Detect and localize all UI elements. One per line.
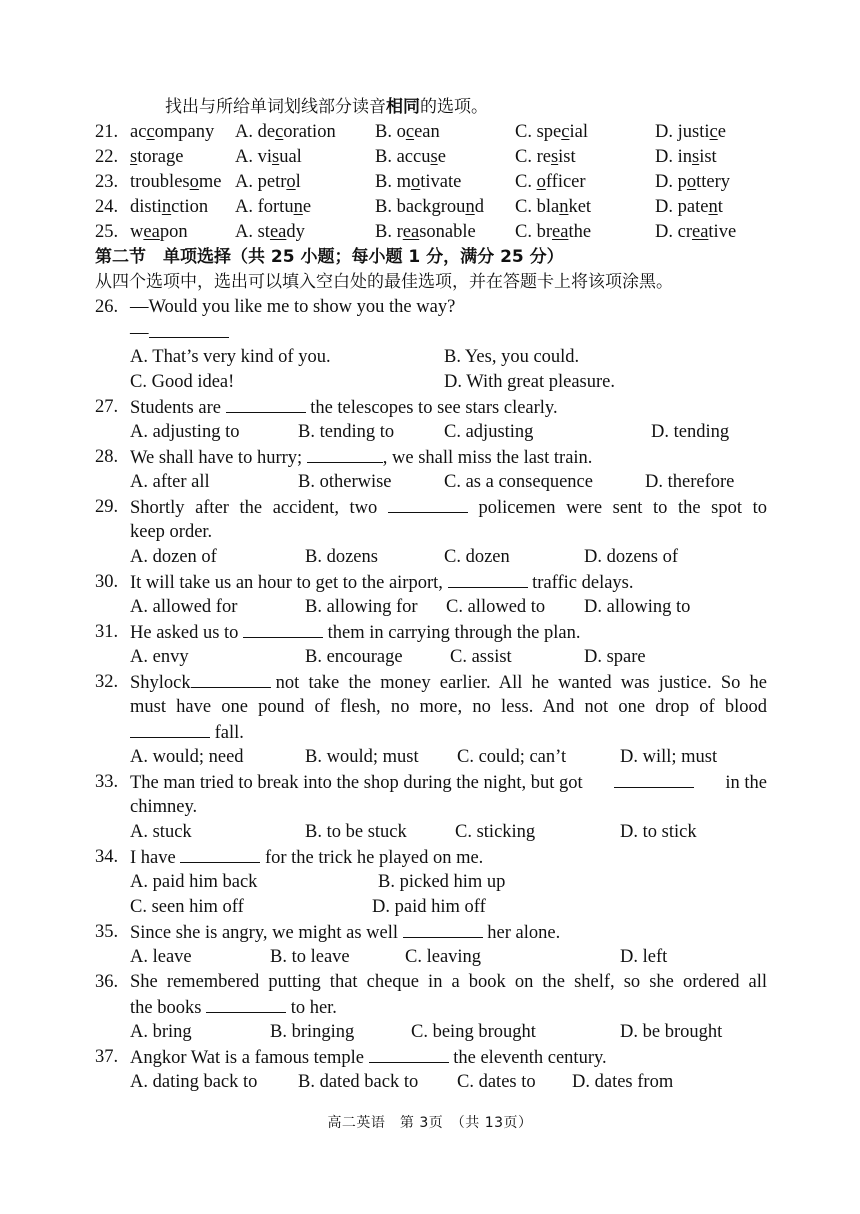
question-30	[0, 570, 860, 595]
word-segment: D. cr	[655, 222, 692, 242]
word: sent	[612, 498, 643, 518]
option-c: C. dozen	[444, 547, 510, 567]
option-b: B. otherwise	[298, 472, 392, 492]
word-segment: torage	[137, 147, 184, 167]
option-d: D. paid him off	[372, 897, 486, 917]
underlined-segment: n	[293, 197, 303, 217]
option-c: C. leaving	[405, 947, 482, 967]
word: two	[349, 498, 378, 518]
word: spot	[711, 498, 743, 518]
word-segment: A. petr	[235, 172, 287, 192]
target-word	[130, 120, 214, 145]
question-32	[0, 670, 860, 695]
option-b: B. to be stuck	[305, 822, 407, 842]
underlined-segment: ea	[552, 222, 569, 242]
question-text: We shall have to hurry;	[130, 448, 303, 468]
option-a: A. envy	[130, 647, 189, 667]
question-text: He asked us to	[130, 623, 239, 643]
word-segment: C. re	[515, 147, 551, 167]
question-text: the books	[130, 998, 202, 1018]
underlined-segment: c	[275, 122, 284, 142]
word-segment: ction	[171, 197, 209, 217]
underlined-segment: c	[709, 122, 718, 142]
underlined-segment: n	[708, 197, 718, 217]
q30-options	[0, 595, 860, 620]
option-c: C. could; can’t	[457, 747, 567, 767]
word-segment: D. p	[655, 172, 687, 192]
answer-blank	[180, 845, 260, 863]
underlined-segment: o	[189, 172, 199, 192]
question-text-end: her alone.	[487, 923, 561, 943]
section-instruction-text: 从四个选项中，选出可以填入空白处的最佳选项，并在答题卡上将该项涂黑。	[95, 272, 673, 292]
question-number: 36.	[95, 972, 119, 992]
option-d: D. spare	[584, 647, 646, 667]
option-b	[375, 120, 440, 145]
word-segment: C. spe	[515, 122, 562, 142]
section-instruction	[0, 270, 860, 295]
question-number: 28.	[95, 447, 119, 467]
question-31	[0, 620, 860, 645]
question-text-end: traffic delays.	[532, 573, 634, 593]
option-a: A. leave	[130, 947, 192, 967]
answer-blank	[307, 445, 383, 463]
answer-blank	[388, 495, 468, 513]
option-c: C. being brought	[411, 1022, 536, 1042]
question-text-end: , we shall miss the last train.	[382, 448, 593, 468]
option-b: B. dozens	[305, 547, 378, 567]
word-segment: A. st	[235, 222, 270, 242]
underlined-segment: s	[430, 147, 438, 167]
word-segment: C. br	[515, 222, 552, 242]
option-b: B. would; must	[305, 747, 419, 767]
word-segment: dy	[286, 222, 305, 242]
option-b: B. encourage	[305, 647, 403, 667]
word-segment: B. m	[375, 172, 411, 192]
option-b: B. picked him up	[378, 872, 506, 892]
option-c: C. as a consequence	[444, 472, 593, 492]
question-text-end: for the trick he played on me.	[264, 848, 484, 868]
word-segment: ket	[568, 197, 592, 217]
word-segment: w	[130, 222, 144, 242]
underlined-segment: ea	[402, 222, 420, 242]
q34-options-2	[0, 895, 860, 920]
answer-blank	[149, 320, 229, 338]
option-b: B. bringing	[270, 1022, 355, 1042]
option-c: C. allowed to	[446, 597, 546, 617]
option-a: A. allowed for	[130, 597, 238, 617]
word-segment: ial	[569, 122, 588, 142]
word-segment: sonable	[419, 222, 476, 242]
q31-options	[0, 645, 860, 670]
word: Shortly	[130, 498, 185, 518]
word-segment: D. in	[655, 147, 692, 167]
underlined-segment: s	[692, 147, 700, 167]
word-segment: D. justi	[655, 122, 710, 142]
answer-blank	[191, 670, 271, 688]
question-32-line2	[0, 695, 860, 720]
underlined-segment: n	[161, 197, 172, 217]
question-text: Students are	[130, 398, 221, 418]
word-segment: A. de	[235, 122, 276, 142]
question-text: It will take us an hour to get to the airport,	[130, 573, 443, 593]
question-number: 21.	[95, 122, 119, 142]
option-a	[235, 220, 305, 245]
word-segment: ean	[414, 122, 440, 142]
option-b: B. dated back to	[298, 1072, 419, 1092]
question-number: 30.	[95, 572, 119, 592]
underlined-segment: s	[130, 147, 138, 167]
section-title-text: 第二节 单项选择（共 25 小题；每小题 1 分，满分 25 分）	[95, 247, 564, 267]
underlined-segment: n	[465, 197, 475, 217]
option-c	[515, 120, 588, 145]
question-text-end: in the	[725, 773, 767, 793]
option-b	[375, 220, 476, 245]
question-27	[0, 395, 860, 420]
question-text: Since she is angry, we might as well	[130, 923, 399, 943]
word-segment: B. accu	[375, 147, 431, 167]
question-text-end: the eleventh century.	[453, 1048, 607, 1068]
underlined-segment: s	[272, 147, 280, 167]
option-c: C. assist	[450, 647, 512, 667]
option-a: A. after all	[130, 472, 210, 492]
word-segment: oration	[283, 122, 336, 142]
option-d	[655, 220, 736, 245]
question-33-line2	[0, 795, 860, 820]
word: the	[239, 498, 263, 518]
answer-blank	[448, 570, 528, 588]
option-a: A. dozen of	[130, 547, 217, 567]
q29-options	[0, 545, 860, 570]
option-d: D. dates from	[572, 1072, 674, 1092]
question-number: 32.	[95, 672, 119, 692]
section-title	[0, 245, 860, 270]
word-segment: A. vi	[235, 147, 272, 167]
option-a	[235, 120, 336, 145]
option-a: A. bring	[130, 1022, 192, 1042]
word-segment: ist	[558, 147, 576, 167]
word: to	[653, 498, 668, 518]
instruction-bold: 相同	[386, 97, 420, 117]
word: the	[677, 498, 701, 518]
question-number: 26.	[95, 297, 119, 317]
q27-options	[0, 420, 860, 445]
option-d: D. With great pleasure.	[444, 372, 616, 392]
reply-dash: —	[130, 323, 149, 343]
word-segment: d	[474, 197, 484, 217]
question-26-reply	[0, 320, 860, 345]
option-b	[375, 170, 461, 195]
question-text: She remembered putting that cheque in a book on the shelf, so she ordered all	[130, 972, 767, 992]
word-segment: C. bla	[515, 197, 560, 217]
word-segment: troubles	[130, 172, 190, 192]
word-segment: D. pate	[655, 197, 709, 217]
underlined-segment: ea	[143, 222, 160, 242]
option-b	[375, 195, 484, 220]
q26-options-1	[0, 345, 860, 370]
question-37	[0, 1045, 860, 1070]
option-d: D. be brought	[620, 1022, 723, 1042]
option-a	[235, 145, 302, 170]
option-d	[655, 145, 717, 170]
question-26	[0, 295, 860, 320]
option-a	[235, 195, 311, 220]
question-text-end: the telescopes to see stars clearly.	[310, 398, 558, 418]
target-word	[130, 170, 221, 195]
option-c	[515, 220, 591, 245]
word-segment: l	[295, 172, 301, 192]
answer-blank	[614, 770, 694, 788]
word-segment: B. r	[375, 222, 403, 242]
option-a: A. would; need	[130, 747, 244, 767]
phonetics-row	[0, 170, 860, 195]
word-segment: tive	[708, 222, 737, 242]
question-text: I have	[130, 848, 176, 868]
question-number: 34.	[95, 847, 119, 867]
phonetics-instruction	[0, 95, 860, 120]
question-34	[0, 845, 860, 870]
instruction-text: 找出与所给单词划线部分读音	[165, 97, 386, 117]
option-c: C. sticking	[455, 822, 536, 842]
option-c	[515, 145, 576, 170]
underlined-segment: n	[559, 197, 569, 217]
word-segment: ompany	[154, 122, 215, 142]
target-word	[130, 220, 188, 245]
phonetics-row	[0, 145, 860, 170]
option-b: B. to leave	[270, 947, 350, 967]
option-a: A. stuck	[130, 822, 192, 842]
word: to	[752, 498, 767, 518]
answer-blank	[206, 995, 286, 1013]
underlined-segment: ea	[691, 222, 709, 242]
word-segment: A. fortu	[235, 197, 294, 217]
word-segment: e	[717, 122, 726, 142]
option-c: C. adjusting	[444, 422, 534, 442]
underlined-segment: s	[550, 147, 559, 167]
question-text: Shylock	[130, 673, 191, 693]
option-c	[515, 170, 586, 195]
option-c	[515, 195, 591, 220]
question-text: The man tried to break into the shop during the night, but got	[130, 773, 583, 793]
answer-blank	[130, 720, 210, 738]
word-segment: e	[302, 197, 312, 217]
underlined-segment: c	[146, 122, 155, 142]
question-29	[0, 495, 860, 520]
option-a: A. paid him back	[130, 872, 258, 892]
target-word	[130, 145, 183, 170]
word-segment: B. backgrou	[375, 197, 466, 217]
page-footer: 高二英语 第 3页 （共 13页）	[327, 1115, 533, 1131]
word-segment: ist	[699, 147, 717, 167]
phonetics-row	[0, 220, 860, 245]
question-text-end: them in carrying through the plan.	[327, 623, 581, 643]
question-number: 23.	[95, 172, 119, 192]
word-segment: ual	[279, 147, 302, 167]
word: policemen	[478, 498, 556, 518]
word: were	[566, 498, 603, 518]
word-segment: disti	[130, 197, 162, 217]
option-d	[655, 120, 726, 145]
option-d: D. will; must	[620, 747, 718, 767]
question-text-end: to her.	[290, 998, 337, 1018]
q28-options	[0, 470, 860, 495]
question-text: must have one pound of flesh, no more, no less. And not one drop of blood	[130, 697, 767, 717]
answer-blank	[243, 620, 323, 638]
question-number: 24.	[95, 197, 119, 217]
word-segment: C.	[515, 172, 537, 192]
underlined-segment: ea	[269, 222, 287, 242]
question-29-line2	[0, 520, 860, 545]
underlined-segment: o	[410, 172, 421, 192]
question-text: chimney.	[130, 797, 198, 817]
option-a: A. dating back to	[130, 1072, 258, 1092]
question-33	[0, 770, 860, 795]
underlined-segment: o	[686, 172, 697, 192]
word-segment: pon	[159, 222, 188, 242]
word-segment: B. o	[375, 122, 406, 142]
answer-blank	[369, 1045, 449, 1063]
underlined-segment: o	[536, 172, 546, 192]
question-number: 25.	[95, 222, 119, 242]
q32-options	[0, 745, 860, 770]
word-segment: tivate	[420, 172, 462, 192]
underlined-segment: c	[405, 122, 415, 142]
underlined-segment: o	[286, 172, 296, 192]
q26-options-2	[0, 370, 860, 395]
word-segment: me	[198, 172, 222, 192]
question-35	[0, 920, 860, 945]
option-d	[655, 170, 730, 195]
option-d: D. dozens of	[584, 547, 679, 567]
answer-blank	[403, 920, 483, 938]
word-segment: ac	[130, 122, 147, 142]
question-number: 35.	[95, 922, 119, 942]
question-number: 31.	[95, 622, 119, 642]
q35-options	[0, 945, 860, 970]
option-a	[235, 170, 301, 195]
option-d: D. left	[620, 947, 668, 967]
word-segment: t	[717, 197, 723, 217]
phonetics-row	[0, 120, 860, 145]
option-d: D. tending	[651, 422, 730, 442]
question-text: —Would you like me to show you the way?	[130, 297, 456, 317]
question-36	[0, 970, 860, 995]
word: after	[195, 498, 229, 518]
option-d	[655, 195, 723, 220]
underlined-segment: c	[561, 122, 570, 142]
option-b	[375, 145, 446, 170]
question-text-end: fall.	[214, 723, 244, 743]
target-word	[130, 195, 208, 220]
question-number: 29.	[95, 497, 119, 517]
q36-options	[0, 1020, 860, 1045]
word-segment: ttery	[696, 172, 731, 192]
word-segment: fficer	[545, 172, 586, 192]
q37-options	[0, 1070, 860, 1095]
question-text-end: not take the money earlier. All he wanted was justice. So he	[275, 673, 767, 693]
option-a: A. That’s very kind of you.	[130, 347, 331, 367]
option-b: B. Yes, you could.	[444, 347, 580, 367]
option-d: D. therefore	[645, 472, 735, 492]
option-c: C. dates to	[457, 1072, 536, 1092]
option-b: B. allowing for	[305, 597, 418, 617]
q33-options	[0, 820, 860, 845]
question-number: 22.	[95, 147, 119, 167]
word-segment: e	[437, 147, 446, 167]
word-segment: the	[568, 222, 592, 242]
option-b: B. tending to	[298, 422, 395, 442]
phonetics-row	[0, 195, 860, 220]
question-32-line3	[0, 720, 860, 745]
word: accident,	[272, 498, 339, 518]
answer-blank	[226, 395, 306, 413]
option-c: C. seen him off	[130, 897, 244, 917]
question-28	[0, 445, 860, 470]
question-text: keep order.	[130, 522, 213, 542]
instruction-text-end: 的选项。	[420, 97, 488, 117]
option-c: C. Good idea!	[130, 372, 235, 392]
option-d: D. allowing to	[584, 597, 691, 617]
question-number: 37.	[95, 1047, 119, 1067]
option-a: A. adjusting to	[130, 422, 240, 442]
question-number: 27.	[95, 397, 119, 417]
q34-options-1	[0, 870, 860, 895]
question-text: Angkor Wat is a famous temple	[130, 1048, 364, 1068]
question-36-line2	[0, 995, 860, 1020]
option-d: D. to stick	[620, 822, 697, 842]
question-number: 33.	[95, 772, 119, 792]
